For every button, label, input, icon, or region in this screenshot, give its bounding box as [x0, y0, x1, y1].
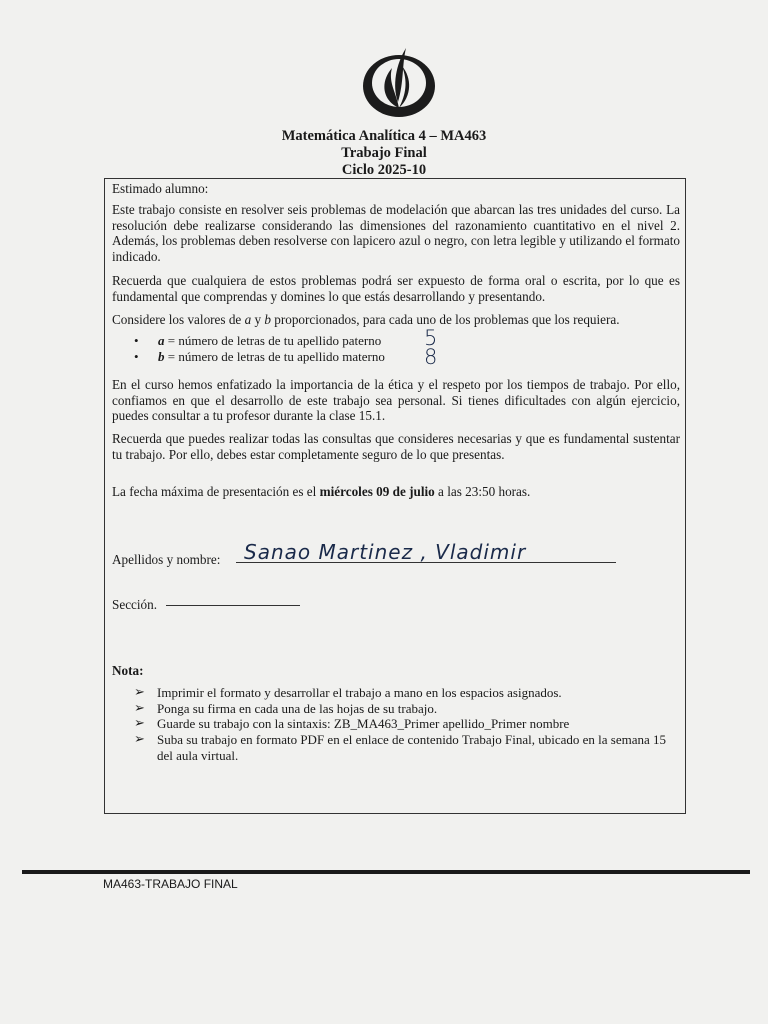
bullet-a-var: a: [158, 333, 165, 348]
paragraph-intro: Este trabajo consiste en resolver seis problemas de modelación que abarcan las tres unidades del curso. La resolución debe realizarse considerando las dimensiones del razonamiento cuantitativo en el nivel 2. Además, los problemas deben resolverse con lapicero azul o negro, con letra legible y utilizando el formato indicado.: [112, 202, 680, 264]
footer-label: MA463-TRABAJO FINAL: [103, 877, 238, 891]
var-b: b: [264, 312, 271, 327]
arrow-icon: ➢: [134, 685, 145, 700]
nota-title-text: Nota:: [112, 663, 144, 678]
deadline-prefix: La fecha máxima de presentación es el: [112, 484, 320, 499]
paragraph-oral: Recuerda que cualquiera de estos problemas podrá ser expuesto de forma oral o escrita, por lo que es fundamental que comprendas y domines lo que estás desarrollando y presentando.: [112, 273, 680, 304]
bullet-b-text: [158, 349, 385, 365]
section-line: [166, 605, 300, 606]
university-logo: [362, 42, 436, 118]
paragraph-values: [112, 312, 680, 328]
paragraph-ethics: En el curso hemos enfatizado la importancia de la ética y el respeto por los tiempos de trabajo. Por ello, confiamos en que el desarrollo de este trabajo sea personal. Si tienes dificultades con algún ejercicio, puedes consultar a tu profesor durante la clase 15.1.: [112, 377, 680, 423]
bullet-b-var: b: [158, 349, 165, 364]
nota-title: [112, 663, 680, 679]
name-label: Apellidos y nombre:: [112, 552, 221, 567]
deadline: [112, 484, 680, 500]
paragraph-consult: Recuerda que puedes realizar todas las consultas que consideres necesarias y que es fundamental sustentar tu trabajo. Por ello, debes estar completamente seguro de lo que presentas.: [112, 431, 680, 462]
arrow-icon: ➢: [134, 732, 145, 747]
nota-item-1: Imprimir el formato y desarrollar el trabajo a mano en los espacios asignados.: [157, 685, 562, 700]
deadline-date: miércoles 09 de julio: [319, 484, 435, 499]
nota-item-4: Suba su trabajo en formato PDF en el enlace de contenido Trabajo Final, ubicado en la semana 15 del aula virtual.: [157, 732, 667, 763]
deadline-suffix: a las 23:50 horas.: [434, 484, 531, 499]
bullet-a-desc: = número de letras de tu apellido paterno: [164, 333, 382, 348]
handwritten-b-value: 8: [424, 345, 438, 369]
document-header: [0, 128, 768, 179]
arrow-icon: ➢: [134, 701, 145, 716]
bullet-dot: •: [134, 349, 139, 364]
p3-mid: y: [251, 312, 265, 327]
course-title: Matemática Analítica 4 – MA463: [281, 128, 487, 144]
var-a: a: [244, 312, 252, 327]
handwritten-a-value: 5: [424, 326, 438, 350]
section-label: Sección.: [112, 597, 158, 612]
bullet-dot: •: [134, 333, 139, 348]
handwritten-name: Sanao Martinez , Vladimir: [244, 540, 527, 564]
nota-item-2: Ponga su firma en cada una de las hojas de su trabajo.: [157, 701, 438, 716]
bullet-a-text: [158, 333, 381, 349]
bullet-b-desc: = número de letras de tu apellido materno: [164, 349, 385, 364]
arrow-icon: ➢: [134, 716, 145, 731]
work-title: Trabajo Final: [341, 145, 427, 161]
greeting: Estimado alumno:: [112, 181, 209, 196]
nota-item-3: Guarde su trabajo con la sintaxis: ZB_MA463_Primer apellido_Primer nombre: [157, 716, 570, 731]
footer-rule: [22, 870, 750, 874]
cycle-title: Ciclo 2025-10: [341, 162, 427, 178]
p3-prefix: Considere los valores de: [112, 312, 245, 327]
p3-suffix: proporcionados, para cada uno de los problemas que los requiera.: [270, 312, 620, 327]
